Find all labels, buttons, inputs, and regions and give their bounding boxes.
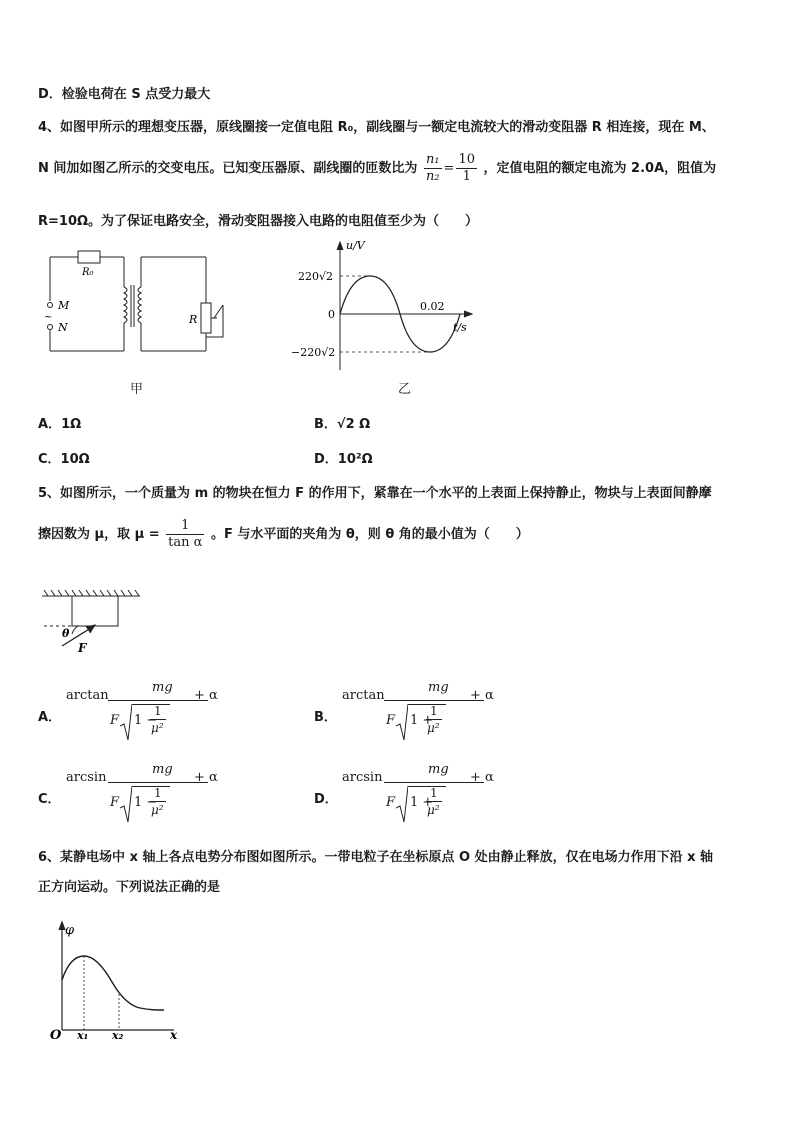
q4-option-c: C．10Ω bbox=[38, 452, 90, 467]
q5-option-d-label: D． bbox=[314, 792, 338, 807]
q5-stem-line1: 5、如图所示，一个质量为 m 的物块在恒力 F 的作用下，紧靠在一个水平的上表面上保持静止，物块与上表面间静摩 bbox=[38, 486, 712, 501]
q6-potential-graph bbox=[44, 918, 194, 1042]
q4-circuit-diagram bbox=[38, 245, 238, 360]
q4-option-b: B．√2 Ω bbox=[314, 417, 371, 432]
label-x1: x₁ bbox=[77, 1029, 89, 1042]
label-r: R bbox=[189, 313, 198, 326]
graph-ylabel: u/V bbox=[346, 239, 365, 252]
q5-mu-den: tan α bbox=[168, 535, 203, 550]
q6-stem-line1: 6、某静电场中 x 轴上各点电势分布图如图所示。一带电粒子在坐标原点 O 处由静止释放，仅在电场力作用下沿 x 轴 bbox=[38, 850, 714, 865]
graph-xlabel: t/s bbox=[453, 321, 467, 334]
q5-stem-line2b: 。F 与水平面的夹角为 θ，则 θ 角的最小值为（ ） bbox=[210, 527, 529, 542]
q4-figure-caption-right: 乙 bbox=[398, 382, 412, 397]
q4-figure-caption-left: 甲 bbox=[130, 382, 144, 397]
label-n: N bbox=[58, 321, 68, 334]
q4-option-a: A．1Ω bbox=[38, 417, 82, 432]
q4-ratio-num-left: n₁ bbox=[425, 152, 440, 167]
q5-option-c-label: C． bbox=[38, 792, 61, 807]
graph-ymax: 220√2 bbox=[298, 270, 334, 283]
q4-ratio-den-right: 1 bbox=[462, 169, 471, 184]
q4-stem-line2a: N 间加如图乙所示的交变电压。已知变压器原、副线圈的匝数比为 bbox=[38, 161, 418, 176]
q4-turns-ratio-right bbox=[456, 152, 477, 185]
q6-stem-line2: 正方向运动。下列说法正确的是 bbox=[38, 880, 221, 895]
graph-ymin: −220√2 bbox=[291, 346, 336, 359]
graph-zero: 0 bbox=[328, 308, 335, 321]
q5-option-d-expression: arcsin mg + α F 1 + 1 μ² bbox=[342, 762, 522, 832]
potential-curve bbox=[62, 956, 164, 1010]
q5-option-c-expression: arcsin mg + α F 1 − 1 μ² bbox=[66, 762, 246, 832]
q4-stem-line2 bbox=[38, 152, 716, 185]
graph-tick: 0.02 bbox=[420, 300, 445, 313]
q5-mu-fraction bbox=[166, 518, 204, 551]
q5-stem-line2a: 擦因数为 μ，取 μ = bbox=[38, 527, 160, 542]
q4-stem-line2b: ，定值电阻的额定电流为 2.0A，阻值为 bbox=[483, 161, 717, 176]
q5-option-a-expression: arctan mg + α F 1 − 1 μ² bbox=[66, 680, 246, 750]
q4-option-d: D．10²Ω bbox=[314, 452, 373, 467]
label-m: M bbox=[58, 299, 70, 312]
label-phi: φ bbox=[65, 923, 75, 938]
q4-turns-ratio-left bbox=[424, 152, 442, 185]
label-theta: θ bbox=[62, 627, 70, 640]
label-r0: R₀ bbox=[82, 267, 94, 278]
label-origin: O bbox=[50, 1028, 62, 1042]
label-tilde: ~ bbox=[44, 312, 53, 323]
q5-block-diagram bbox=[38, 588, 148, 656]
q4-stem-line1: 4、如图甲所示的理想变压器，原线圈接一定值电阻 R₀，副线圈与一额定电流较大的滑动变阻器 R 相连接，现在 M、 bbox=[38, 120, 715, 135]
label-x2: x₂ bbox=[112, 1029, 124, 1042]
label-f: F bbox=[78, 641, 87, 655]
q4-stem-line3: R=10Ω。为了保证电路安全，滑动变阻器接入电路的电阻值至少为（ ） bbox=[38, 214, 479, 229]
equals-sign: = bbox=[443, 161, 455, 176]
q4-voltage-graph bbox=[288, 238, 488, 373]
q5-option-b-label: B． bbox=[314, 710, 337, 725]
q5-option-a-label: A． bbox=[38, 710, 62, 725]
q4-ratio-num-right: 10 bbox=[458, 152, 475, 167]
q5-stem-line2 bbox=[38, 518, 529, 551]
q5-option-b-expression: arctan mg + α F 1 + 1 μ² bbox=[342, 680, 522, 750]
q5-mu-num: 1 bbox=[166, 518, 204, 535]
q4-ratio-den-left: n₂ bbox=[425, 169, 440, 184]
label-x: x bbox=[170, 1028, 178, 1042]
q3-option-d: D．检验电荷在 S 点受力最大 bbox=[38, 87, 211, 102]
